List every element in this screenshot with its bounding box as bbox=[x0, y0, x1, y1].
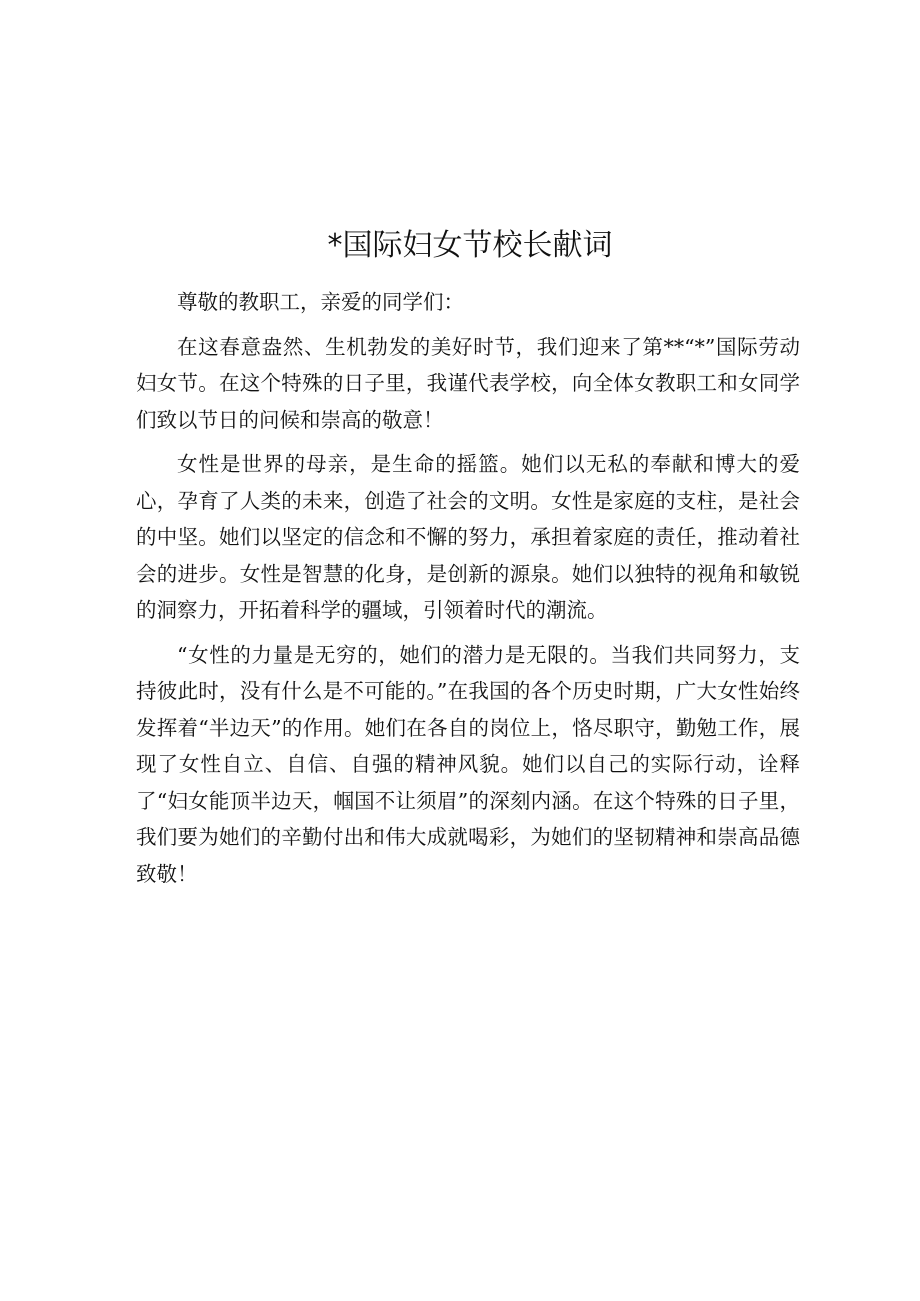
paragraph-intro: 在这春意盎然、生机勃发的美好时节，我们迎来了第**“*”国际劳动妇女节。在这个特殊的日子里，我谨代表学校，向全体女教职工和女同学们致以节日的问候和崇高的敬意！ bbox=[136, 334, 800, 432]
paragraph-women-role: 女性是世界的母亲，是生命的摇篮。她们以无私的奉献和博大的爱心，孕育了人类的未来，创造了社会的文明。女性是家庭的支柱，是社会的中坚。她们以坚定的信念和不懈的努力，承担着家庭的责任，推动着社会的进步。女性是智慧的化身，是创新的源泉。她们以独特的视角和敏锐的洞察力，开拓着科学的疆域，引领着时代的潮流。 bbox=[136, 452, 800, 622]
greeting-line: 尊敬的教职工，亲爱的同学们： bbox=[177, 290, 464, 314]
document-body bbox=[136, 284, 800, 900]
document-title: *国际妇女节校长献词 bbox=[327, 228, 613, 263]
paragraph-women-strength: “女性的力量是无穷的，她们的潜力是无限的。当我们共同努力，支持彼此时，没有什么是不可能的。”在我国的各个历史时期，广大女性始终发挥着“半边天”的作用。她们在各自的岗位上，恪尽职守，勤勉工作，展现了女性自立、自信、自强的精神风貌。她们以自己的实际行动，诠释了“妇女能顶半边天，帼国不让须眉”的深刻内涵。在这个特殊的日子里，我们要为她们的辛勤付出和伟大成就喝彩，为她们的坚韧精神和崇高品德致敬！ bbox=[136, 642, 800, 886]
